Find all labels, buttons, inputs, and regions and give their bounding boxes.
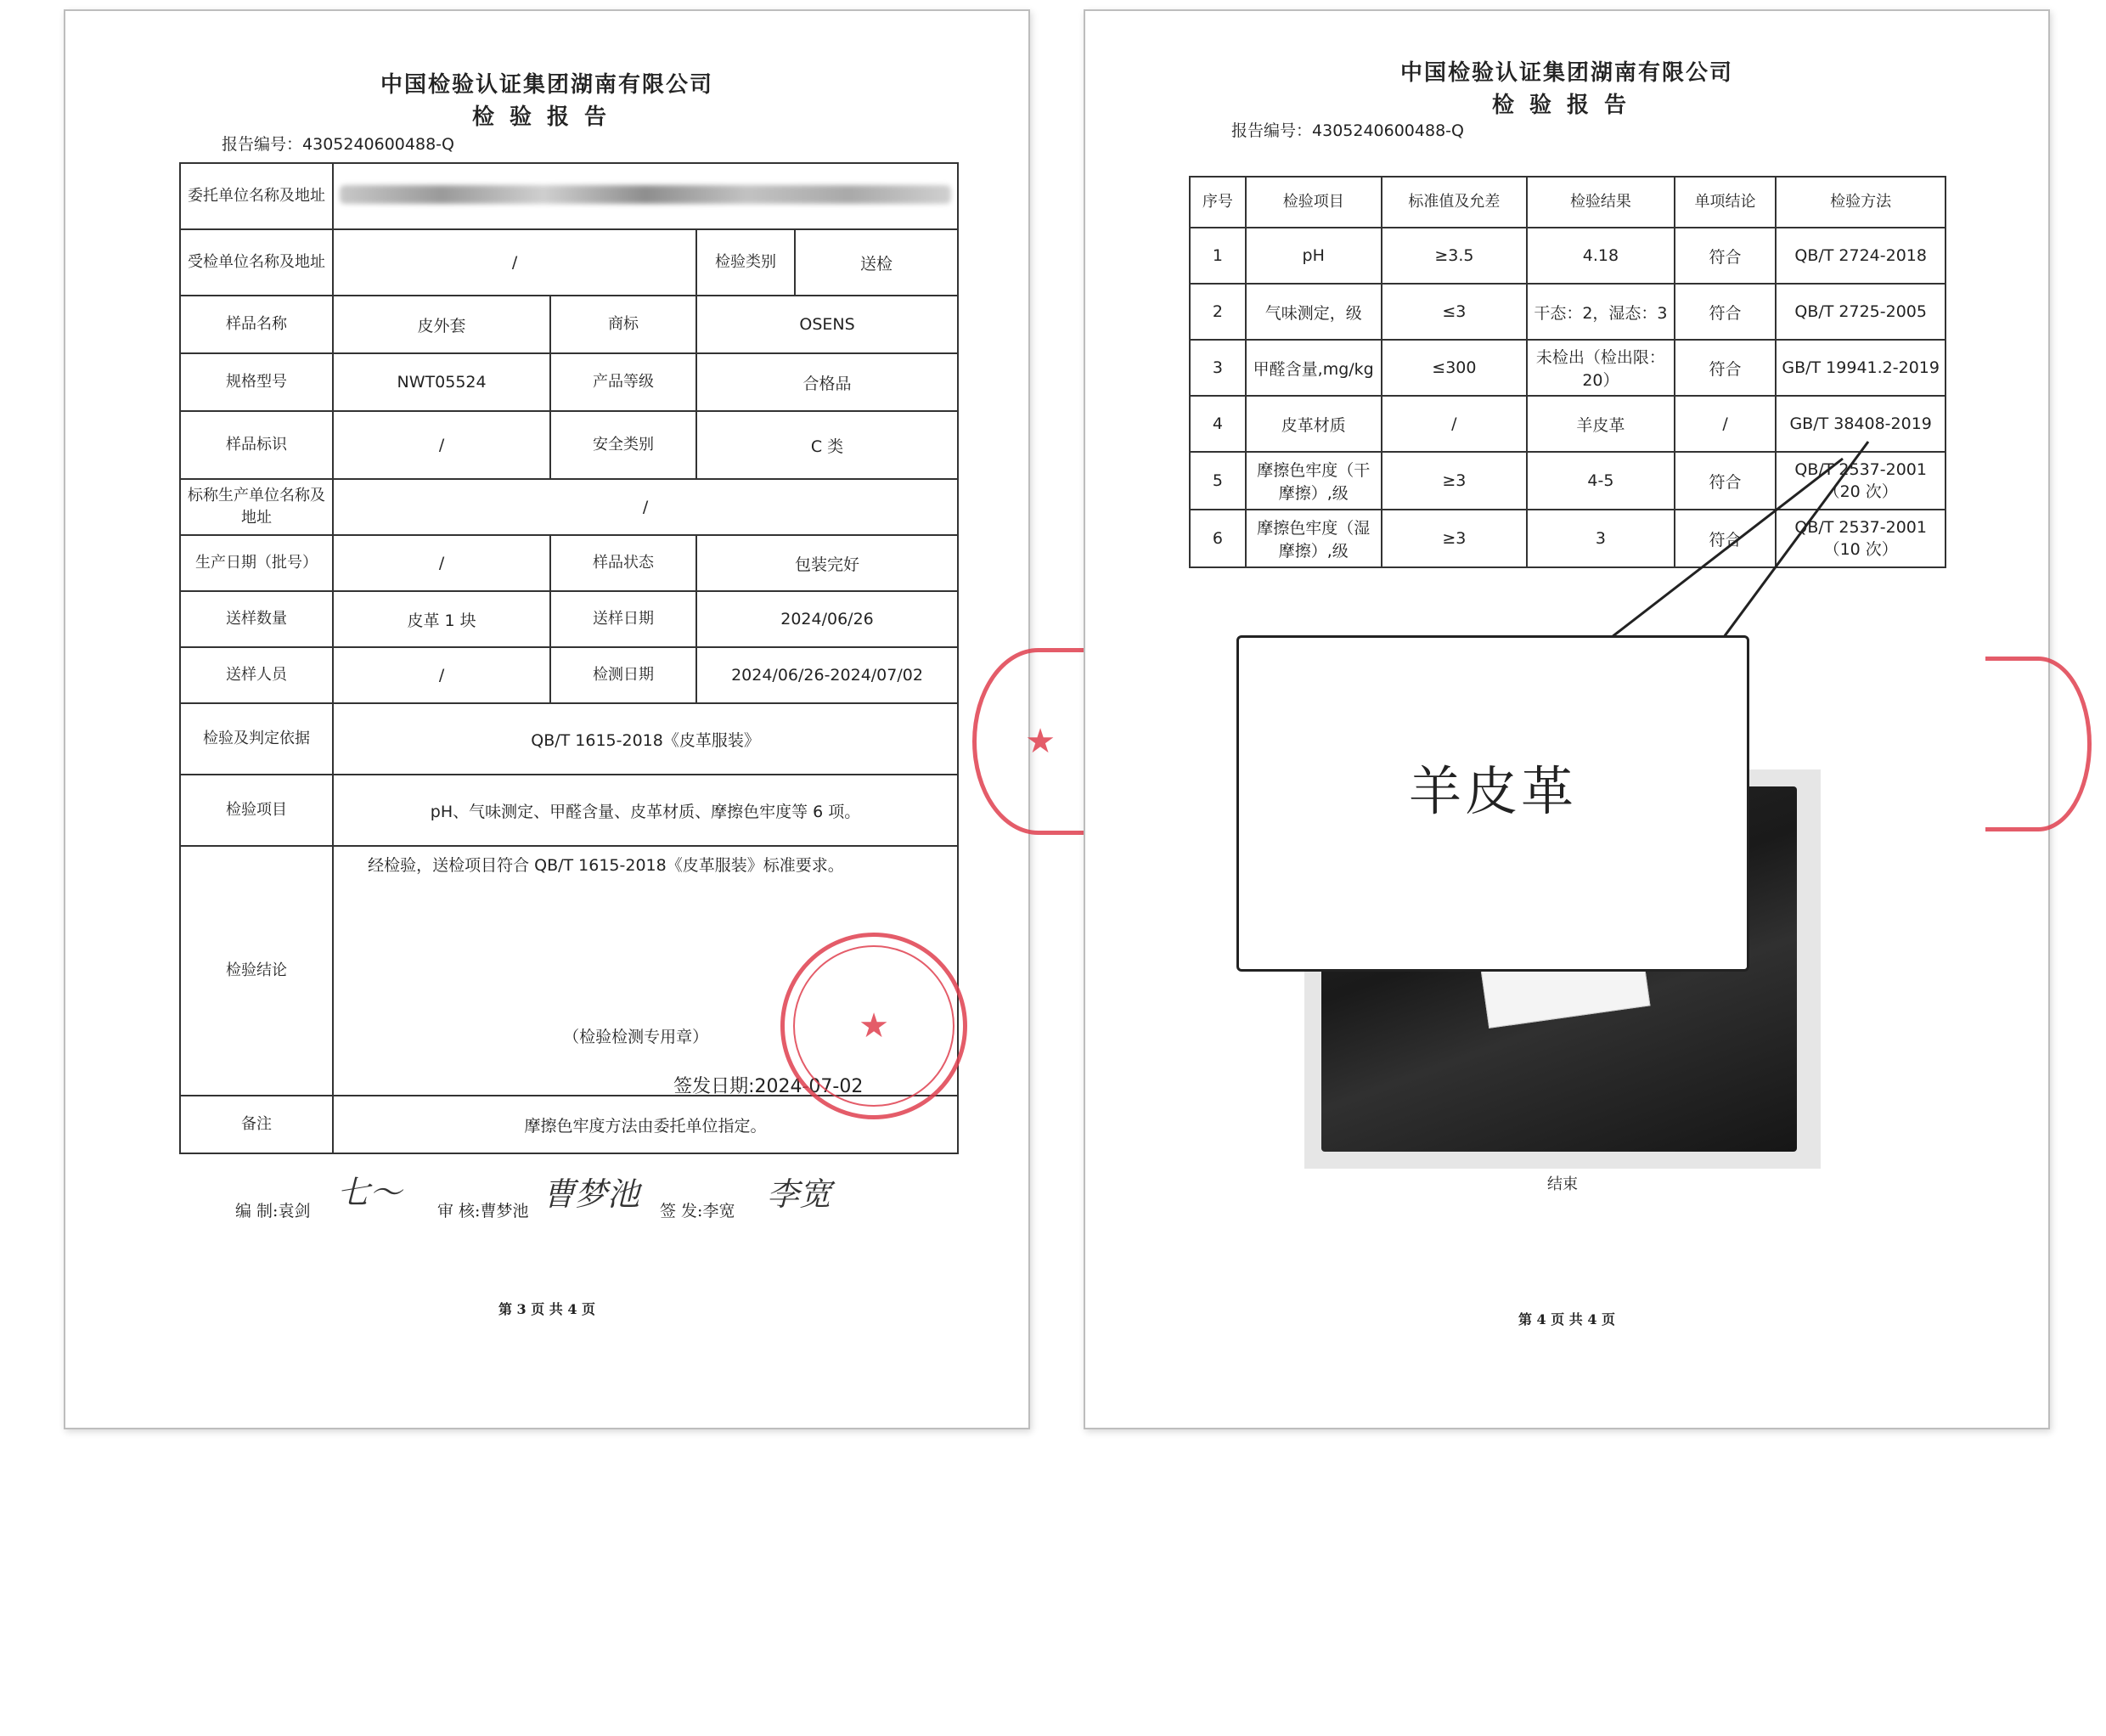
producer-label: 标称生产单位名称及地址 (180, 479, 333, 535)
table-cell: 未检出（检出限：20） (1527, 340, 1675, 396)
header-cell: 序号 (1190, 177, 1246, 228)
brand-label: 商标 (550, 296, 696, 353)
table-cell: ≥3 (1382, 452, 1528, 510)
sender-label: 送样人员 (180, 647, 333, 703)
producer-value: / (333, 479, 958, 535)
model-label: 规格型号 (180, 353, 333, 411)
sample-mark-label: 样品标识 (180, 411, 333, 479)
table-cell: 2 (1190, 284, 1246, 340)
safety-value: C 类 (696, 411, 958, 479)
table-cell: 6 (1190, 510, 1246, 567)
table-cell: ≥3 (1382, 510, 1528, 567)
brand-value: OSENS (696, 296, 958, 353)
company-name: 中国检验认证集团湖南有限公司 (380, 72, 713, 98)
table-cell: 4.18 (1527, 228, 1675, 284)
send-date-value: 2024/06/26 (696, 591, 958, 647)
sample-state-value: 包装完好 (696, 535, 958, 591)
table-cell: 5 (1190, 452, 1246, 510)
header-cell: 单项结论 (1675, 177, 1777, 228)
remark-value: 摩擦色牢度方法由委托单位指定。 (333, 1096, 958, 1153)
table-cell: QB/T 2725-2005 (1776, 284, 1946, 340)
sample-state-label: 样品状态 (550, 535, 696, 591)
company-name: 中国检验认证集团湖南有限公司 (1399, 60, 1733, 86)
grade-value: 合格品 (696, 353, 958, 411)
conclusion-seal-label: （检验检测专用章） (563, 1028, 709, 1046)
basis-label: 检验及判定依据 (180, 703, 333, 775)
table-cell: / (1675, 396, 1777, 452)
table-cell: 干态：2，湿态：3 (1527, 284, 1675, 340)
table-cell: 甲醛含量,mg/kg (1246, 340, 1382, 396)
category-label: 检验类别 (696, 229, 795, 296)
table-cell: 4 (1190, 396, 1246, 452)
report-title: 检验报告 (1491, 93, 1641, 118)
conclusion-date: 签发日期:2024-07-02 (673, 1076, 864, 1097)
header-cell: 检验结果 (1527, 177, 1675, 228)
table-cell: pH (1246, 228, 1382, 284)
table-cell: 皮革材质 (1246, 396, 1382, 452)
approver-label: 签 发:李宽 (660, 1202, 735, 1220)
callout-box (1236, 635, 1749, 972)
inspected-value: / (333, 229, 696, 296)
items-value: pH、气味测定、甲醛含量、皮革材质、摩擦色牢度等 6 项。 (333, 775, 958, 846)
table-cell: ≤300 (1382, 340, 1528, 396)
header-cell: 检验方法 (1776, 177, 1946, 228)
table-cell: 符合 (1675, 340, 1777, 396)
table-cell: ≤3 (1382, 284, 1528, 340)
report-ending: 结束 (1547, 1175, 1578, 1193)
table-cell: 符合 (1675, 228, 1777, 284)
table-cell: 摩擦色牢度（干摩擦）,级 (1246, 452, 1382, 510)
report-number: 报告编号：4305240600488-Q (1231, 121, 1464, 140)
client-label: 委托单位名称及地址 (180, 163, 333, 229)
table-cell: 符合 (1675, 452, 1777, 510)
sample-name-label: 样品名称 (180, 296, 333, 353)
table-cell: GB/T 19941.2-2019 (1776, 340, 1946, 396)
callout-text: 羊皮革 (1408, 759, 1577, 822)
basis-value: QB/T 1615-2018《皮革服装》 (333, 703, 958, 775)
sample-mark-value: / (333, 411, 550, 479)
table-cell: ≥3.5 (1382, 228, 1528, 284)
sender-value: / (333, 647, 550, 703)
header-cell: 标准值及允差 (1382, 177, 1528, 228)
table-cell: QB/T 2537-2001（20 次） (1776, 452, 1946, 510)
table-cell: 羊皮革 (1527, 396, 1675, 452)
prod-date-value: / (333, 535, 550, 591)
table-cell: 摩擦色牢度（湿摩擦）,级 (1246, 510, 1382, 567)
table-cell: / (1382, 396, 1528, 452)
page-number: 第 3 页 共 4 页 (498, 1301, 596, 1317)
editor-signature: 七〜 (337, 1174, 403, 1211)
table-cell: 符合 (1675, 510, 1777, 567)
reviewer-signature: 曹梦池 (543, 1175, 640, 1213)
table-cell: 气味测定，级 (1246, 284, 1382, 340)
table-cell: 3 (1190, 340, 1246, 396)
table-cell: QB/T 2537-2001（10 次） (1776, 510, 1946, 567)
table-cell: 符合 (1675, 284, 1777, 340)
prod-date-label: 生产日期（批号） (180, 535, 333, 591)
test-date-value: 2024/06/26-2024/07/02 (696, 647, 958, 703)
approver-signature: 李宽 (767, 1175, 832, 1213)
reviewer-label: 审 核:曹梦池 (437, 1202, 529, 1220)
table-cell: 4-5 (1527, 452, 1675, 510)
conclusion-text: 经检验，送检项目符合 QB/T 1615-2018《皮革服装》标准要求。 (368, 856, 844, 875)
editor-label: 编 制:袁剑 (235, 1202, 311, 1220)
safety-label: 安全类别 (550, 411, 696, 479)
page-number: 第 4 页 共 4 页 (1518, 1311, 1616, 1327)
star-icon: ★ (859, 1006, 889, 1046)
grade-label: 产品等级 (550, 353, 696, 411)
star-icon: ★ (1025, 722, 1056, 761)
inspected-label: 受检单位名称及地址 (180, 229, 333, 296)
table-cell: QB/T 2724-2018 (1776, 228, 1946, 284)
conclusion-label: 检验结论 (180, 846, 333, 1096)
table-cell: 1 (1190, 228, 1246, 284)
table-cell: GB/T 38408-2019 (1776, 396, 1946, 452)
remark-label: 备注 (180, 1096, 333, 1153)
test-date-label: 检测日期 (550, 647, 696, 703)
report-title: 检验报告 (471, 104, 622, 130)
category-value: 送检 (795, 229, 958, 296)
header-cell: 检验项目 (1246, 177, 1382, 228)
qty-label: 送样数量 (180, 591, 333, 647)
qty-value: 皮革 1 块 (333, 591, 550, 647)
report-number: 报告编号：4305240600488-Q (222, 135, 454, 154)
sample-name-value: 皮外套 (333, 296, 550, 353)
table-cell: 3 (1527, 510, 1675, 567)
model-value: NWT05524 (333, 353, 550, 411)
send-date-label: 送样日期 (550, 591, 696, 647)
items-label: 检验项目 (180, 775, 333, 846)
